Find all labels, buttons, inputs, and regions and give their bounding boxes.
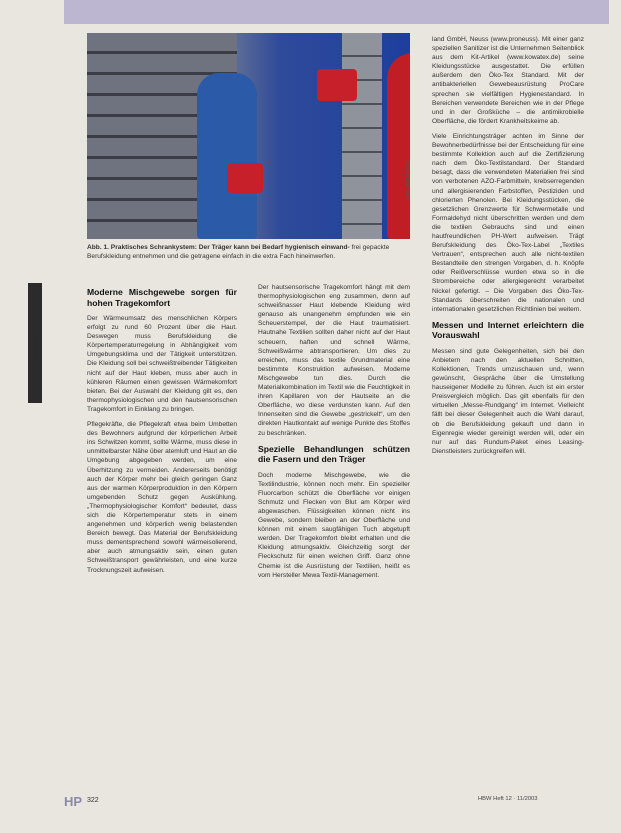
magazine-logo: HP bbox=[64, 794, 83, 809]
column-1 bbox=[87, 283, 237, 581]
photo-credit: Foto: HMS/Mewa bbox=[405, 161, 411, 200]
bag-illustration bbox=[227, 163, 263, 193]
paragraph: Der hautsensorische Tragekomfort hängt mit dem thermophysiologischen eng zusammen, denn auf schweißnasser Haut klebende Kleidung wird genauso als unangenehm empfunden wie ein Scheuerstempel, der die Haut traumatisiert. Hautnahe Textilien sollten daher nicht auf der Haut scheuern, haften und schnell Wärme, Schweißwärme abtransportieren. Um dies zu erreichen, muss das textile Grundmaterial eine bestimmte Konstruktion aufweisen. Moderne Mischgewebe tun dies. Durch die Materialkombination im Textil wie die Feuchtigkeit in ihren Kapillaren von der Hautseite an die Oberfläche, wo diese verdunsten kann. Auf den Innenseiten sind die Gewebe „gestrickelt“, um den direkten Hautkontakt auf wenige Punkte des Stoffes zu beschränken. bbox=[258, 284, 410, 437]
paragraph: land GmbH, Neuss (www.proneuss). Mit einer ganz speziellen Sanitizer ist die Unternehmen Seitenblick aus dem Kit-Artikel (www.kowatex.de) seine Kleidungsstücke ausgestattet. Die erfüllen außerdem den Öko-Tex Standard. Mit der antibakteriellen Gewebeausrüstung ProCare sprechen sie vielfältigen Hygienestandard. In Bereichen verwendete Bereichen wie in der Pflege und in der Großküche – die antimikrobielle Oberfläche, die fördert Krankheitskeime ab. bbox=[432, 36, 584, 125]
caption-text: frei gepackte Berufskleidung entnehmen und die getragene einfach in die extra Fach hineinwerfen. bbox=[87, 244, 390, 260]
paragraph: Der Wärmeumsatz des menschlichen Körpers erfolgt zu rund 60 Prozent über die Haut. Deswegen muss Berufskleidung die Körpertemperaturregelung in Abhängigkeit vom Umgebungsklima und der Tätigkeit unterstützen. Die Kleidung soll bei schweißtreibender Tätigkeiten nicht auf der Haut kleben, muss aber auch in kühleren Räumen einen gewissen Wärmekomfort bieten. Bei der Auswahl der Kleidung gilt es, den thermophysiologischen und den hautsensorischen Tragekomfort in Einklang zu bringen. bbox=[87, 315, 237, 413]
section-heading: Messen und Internet erleichtern die Vorauswahl bbox=[432, 319, 584, 341]
figure-caption bbox=[87, 243, 409, 261]
section-heading: Spezielle Behandlungen schützen die Fasern und den Träger bbox=[258, 443, 410, 465]
journal-footer: HBW Heft 12 · 11/2003 bbox=[478, 796, 538, 802]
caption-title: Abb. 1. Praktisches Schrankystem: Der Träger kann bei Bedarf hygienisch einwand- bbox=[87, 244, 350, 251]
column-3 bbox=[432, 35, 584, 462]
page-number: 322 bbox=[87, 797, 99, 804]
paragraph: Messen sind gute Gelegenheiten, sich bei den Anbietern nach den aktuellen Schnitten, Kollektionen, Trends umzuschauen und, wenn gewünscht, Gespräche über die Umstellung hauseigener Modelle zu führen. Auch ist ein erster Preisvergleich möglich. Das gilt ebenfalls für den virtuellen „Messe-Rundgang“ im Internet. Vielleicht fällt bei dieser Gelegenheit auch die Wahl darauf, ob die Berufskleidung gekauft und dann in Eigenregie wieder gereinigt werden will, oder ein nur auf das Rundum-Paket eines Leasing-Dienstleisters zurückgreifen will. bbox=[432, 347, 584, 455]
locker-illustration bbox=[342, 33, 382, 239]
paragraph: Doch moderne Mischgewebe, wie die Textilindustrie, können noch mehr. Ein spezieller Fluorcarbon schützt die Oberfläche vor einigen Schmutz und Flecken von Blut am Körper wird abgewaschen. Flüssigkeiten können nicht ins Gewebe, sondern bleiben an der Oberfläche und können mit einem saugfähigen Tuch abgetupft werden. Der Tragekomfort bleibt erhalten und die Kleidung atmungsaktiv. Gleichzeitig sorgt der Fleckschutz für einen weichen Griff. Ganz ohne Chemie ist die Ausrüstung der Textilien, heißt es vom Hersteller Mewa Textil-Management. bbox=[258, 471, 410, 579]
header-accent-bar bbox=[64, 0, 609, 24]
person-blue-illustration bbox=[197, 73, 257, 239]
bag-illustration bbox=[317, 69, 357, 101]
person-red-illustration bbox=[387, 53, 410, 239]
section-label: Küche/Hauswirtschaft bbox=[31, 325, 40, 398]
paragraph: Pflegekräfte, die Pflegekraft etwa beim Umbetten des Bewohners aufgrund der körperlichen Arbeit ins Schwitzen kommt, sollte Wärme, muss diese in unmittelbarster Nähe über atemluft und Haut an die Umgebung abgegeben werden, um eine Überhitzung zu vermeiden. Andererseits benötigt auch der Körper mehr bei gleich geringen Ganz aus der warmen Körperproduktion in den Körpern umgebenden Schutz gegen Auskühlung. „Thermophysiologischer Komfort“ bedeutet, dass sich die Körpertemperatur stets in einem angenehmen und körperlich wenig belastenden Bereich bewegt. Das Material der Berufskleidung muss dementsprechend sowohl wärmeisolierend, aber auch atmungsaktiv sein, einen guten Schweißtransport gewährleisten, und eine kurze Trocknungszeit aufweisen. bbox=[87, 421, 237, 574]
article-photo bbox=[87, 33, 410, 239]
paragraph: Viele Einrichtungsträger achten im Sinne der Bewohnerbedürfnisse bei der Entscheidung für eine bestimmte Kollektion auch auf die Zertifizierung nach dem Öko-Textilstandard. Der Standard besagt, dass die verwendeten Materialien frei sind von verbotenen AZO-Farbmitteln, krebserregenden und allergisierenden Farbstoffen, Pestiziden und chlorierten Phenolen. Bei Kleidungsstücken, die gesetzlichen Grenzwerte für Schwermetalle und Formaldehyd nicht überschritten werden und dem die textilen Gebrauchs sind und einen hautfreundlichen PH-Wert aufweisen. Trägt Berufskleidung des Öko-Tex-Label „Textiles Vertrauen“, entsprechen auch alle nicht-textilen Bestandteile den strengen Vorgaben, d. h. Knöpfe oder Reißverschlüsse wurden etwa so in die Strombereiche oder allergiegerecht verarbeitet Nickel gefertigt. – Die Vorgaben des Öko-Tex-Standards überschreiten die nationalen und internationalen gesetzlichen Richtlinien bei weitem. bbox=[432, 132, 584, 313]
column-2 bbox=[258, 283, 410, 586]
section-heading: Moderne Mischgewebe sorgen für hohen Tragekomfort bbox=[87, 287, 237, 308]
